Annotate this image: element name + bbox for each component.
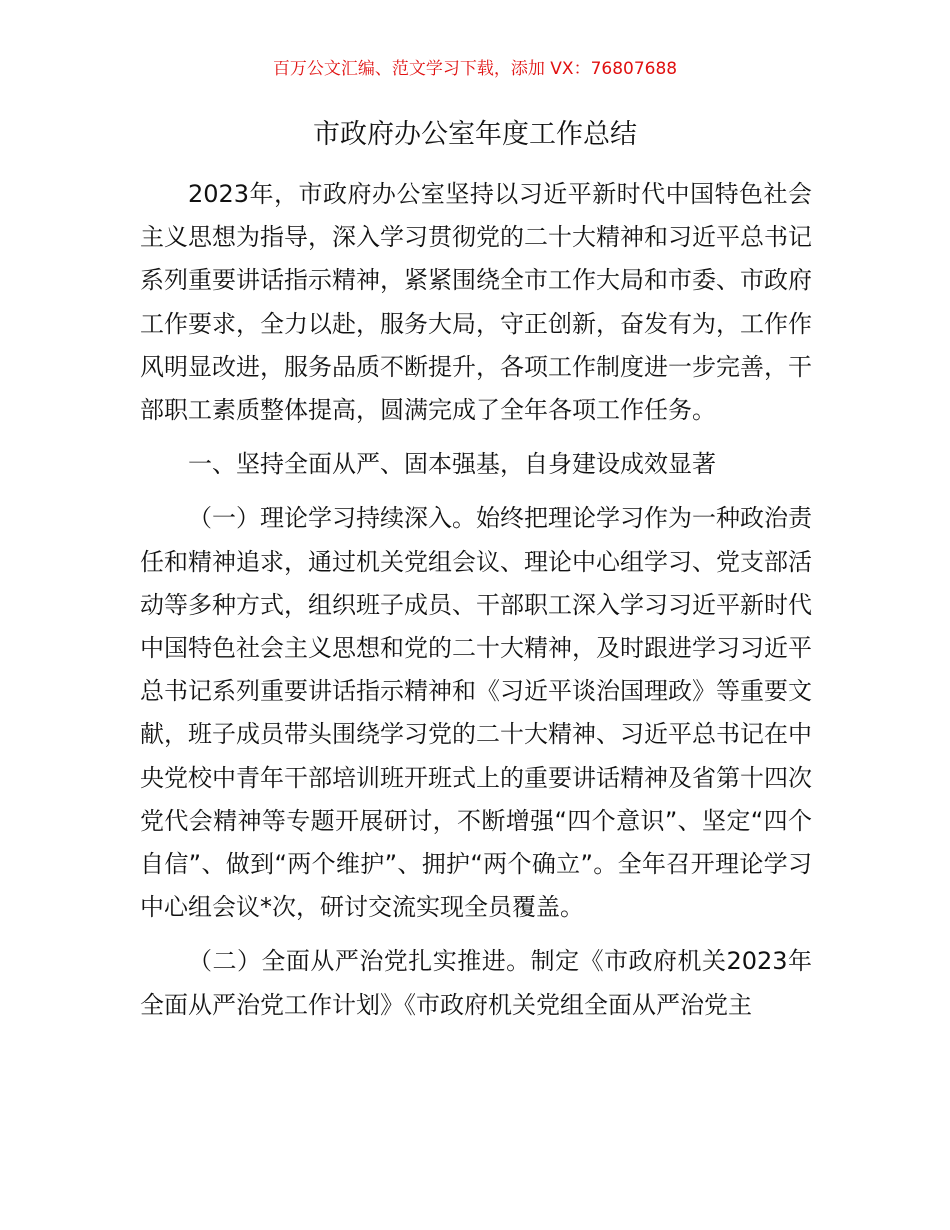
document-title: 市政府办公室年度工作总结	[313, 119, 637, 150]
document-body	[140, 173, 812, 1027]
intro-paragraph: 2023年，市政府办公室坚持以习近平新时代中国特色社会主义思想为指导，深入学习贯彻党的二十大精神和习近平总书记系列重要讲话指示精神，紧紧围绕全市工作大局和市委、市政府工作要求，全力以赴，服务大局，守正创新，奋发有为，工作作风明显改进，服务品质不断提升，各项工作制度进一步完善，干部职工素质整体提高，圆满完成了全年各项工作任务。	[140, 180, 812, 425]
promo-header: 百万公文汇编、范文学习下载，添加 VX：76807688	[272, 59, 678, 79]
item-2-paragraph: （二）全面从严治党扎实推进。制定《市政府机关2023年全面从严治党工作计划》《市政府机关党组全面从严治党主	[140, 947, 812, 1019]
section-1-heading: 一、坚持全面从严、固本强基，自身建设成效显著	[188, 450, 716, 479]
item-1-paragraph: （一）理论学习持续深入。始终把理论学习作为一种政治责任和精神追求，通过机关党组会议、理论中心组学习、党支部活动等多种方式，组织班子成员、干部职工深入学习习近平新时代中国特色社会主义思想和党的二十大精神，及时跟进学习习近平总书记系列重要讲话指示精神和《习近平谈治国理政》等重要文献，班子成员带头围绕学习党的二十大精神、习近平总书记在中央党校中青年干部培训班开班式上的重要讲话精神及省第十四次党代会精神等专题开展研讨，不断增强“四个意识”、坚定“四个自信”、做到“两个维护”、拥护“两个确立”。全年召开理论学习中心组会议*次，研讨交流实现全员覆盖。	[140, 504, 812, 922]
